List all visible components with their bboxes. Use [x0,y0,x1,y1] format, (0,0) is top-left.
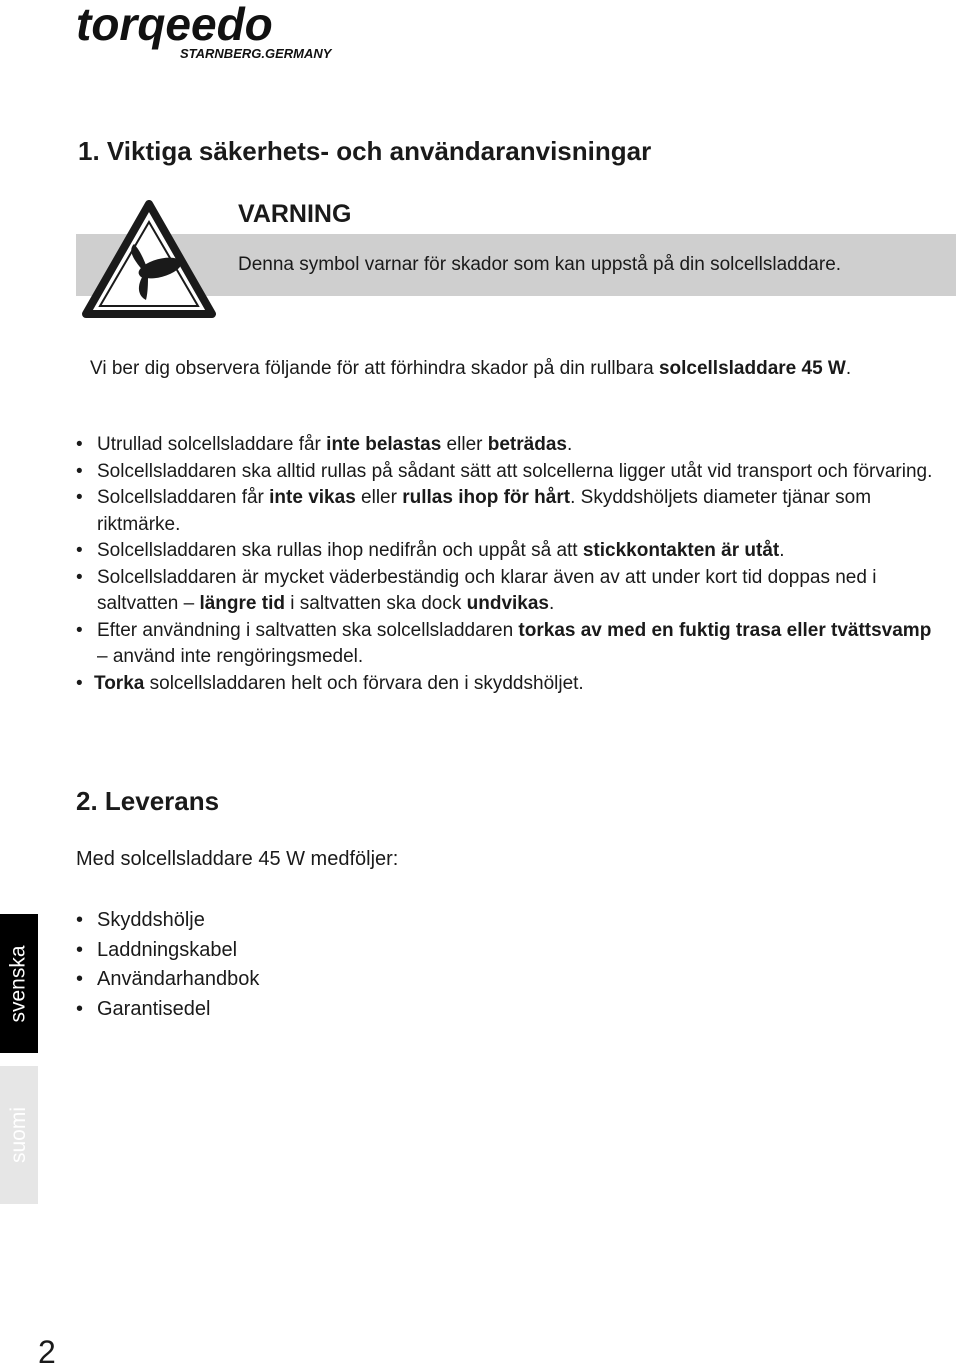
text-run: . [549,593,555,614]
language-tab-svenska[interactable] [0,914,38,1053]
text-run: eller [355,487,403,508]
safety-bullet-item [76,538,946,565]
delivery-item-label: Skyddshölje [97,909,205,931]
safety-bullet-list [76,432,946,697]
delivery-item [76,965,259,995]
logo-subtitle: STARNBERG.GERMANY [180,46,332,61]
safety-bullet-item [76,618,946,671]
text-run: Utrullad solcellsladdare får [97,434,327,455]
safety-bullet-item [76,459,946,486]
page-number: 2 [38,1334,56,1370]
language-tab-label: suomi [7,1106,30,1164]
emphasis-text: stickkontakten är utåt [582,540,780,561]
emphasis-text: inte belastas [326,434,442,455]
text-run: solcellsladdaren helt och förvara den i skyddshöljet. [144,672,584,694]
text-run: . [845,358,852,379]
safety-bullet-item [76,671,946,698]
text-run: – använd inte rengöringsmedel. [97,646,364,667]
bullet-icon: • [76,434,83,455]
text-run: . [566,434,573,455]
emphasis-text: rullas ihop för hårt [402,487,571,508]
language-tab-suomi[interactable] [0,1066,38,1204]
emphasis-text: Torka [94,672,145,694]
bullet-icon: • [76,460,83,482]
emphasis-text: längre tid [199,593,285,614]
bullet-icon: • [76,997,84,1020]
delivery-list [76,906,259,1024]
section-2-heading: 2. Leverans [76,786,220,816]
emphasis-text: solcellsladdare 45 W [658,358,846,379]
delivery-item-label: Garantisedel [97,997,211,1020]
text-run: i saltvatten ska dock [284,593,467,614]
language-tab-label: svenska [7,944,31,1023]
text-run: eller [441,434,488,455]
bullet-icon: • [76,566,83,588]
text-run: . [779,540,785,561]
text-run: . Skyddshöljets diameter tjänar som riktmärke. [97,487,872,535]
warning-text: Denna symbol varnar för skador som kan uppstå på din solcellsladdare. [238,254,842,275]
emphasis-text: undvikas [466,593,549,614]
bullet-icon: • [76,672,83,694]
section-1-heading: 1. Viktiga säkerhets- och användaranvisningar [78,136,652,166]
delivery-item [76,995,259,1025]
emphasis-text: inte vikas [269,487,356,508]
torqeedo-logo [76,2,366,64]
bullet-icon: • [76,909,84,931]
delivery-item-label: Laddningskabel [97,938,238,961]
bullet-icon: • [76,968,84,990]
text-run: Solcellsladdaren ska alltid rullas på sådant sätt att solcellerna ligger utåt vid transport och förvaring. [97,460,933,482]
propeller-warning-triangle-icon [82,200,216,320]
delivery-item-label: Användarhandbok [97,968,260,990]
emphasis-text: torkas av med en fuktig trasa eller tvättsvamp [518,619,932,641]
emphasis-text: beträdas [487,434,567,455]
text-run: Solcellsladdaren ska rullas ihop nedifrån och uppåt så att [97,540,583,561]
logo-wordmark: torqeedo [76,2,273,50]
intro-paragraph [90,355,910,382]
text-run: Solcellsladdaren är mycket väderbeständig och klarar även av att under kort tid doppas ned i saltvatten – [97,566,877,614]
text-run: Vi ber dig observera följande för att förhindra skador på din rullbara [90,358,659,379]
delivery-intro: Med solcellsladdare 45 W medföljer: [76,848,399,870]
text-run: Solcellsladdaren får [97,487,270,508]
bullet-icon: • [76,938,84,961]
bullet-icon: • [76,619,83,641]
safety-bullet-item [76,485,946,538]
safety-bullet-item [76,565,946,618]
delivery-item [76,906,259,936]
safety-bullet-item [76,432,946,459]
bullet-icon: • [76,540,83,561]
text-run: Efter användning i saltvatten ska solcellsladdaren [97,619,519,641]
warning-title: VARNING [238,200,352,228]
bullet-icon: • [76,487,83,508]
delivery-item [76,936,259,966]
